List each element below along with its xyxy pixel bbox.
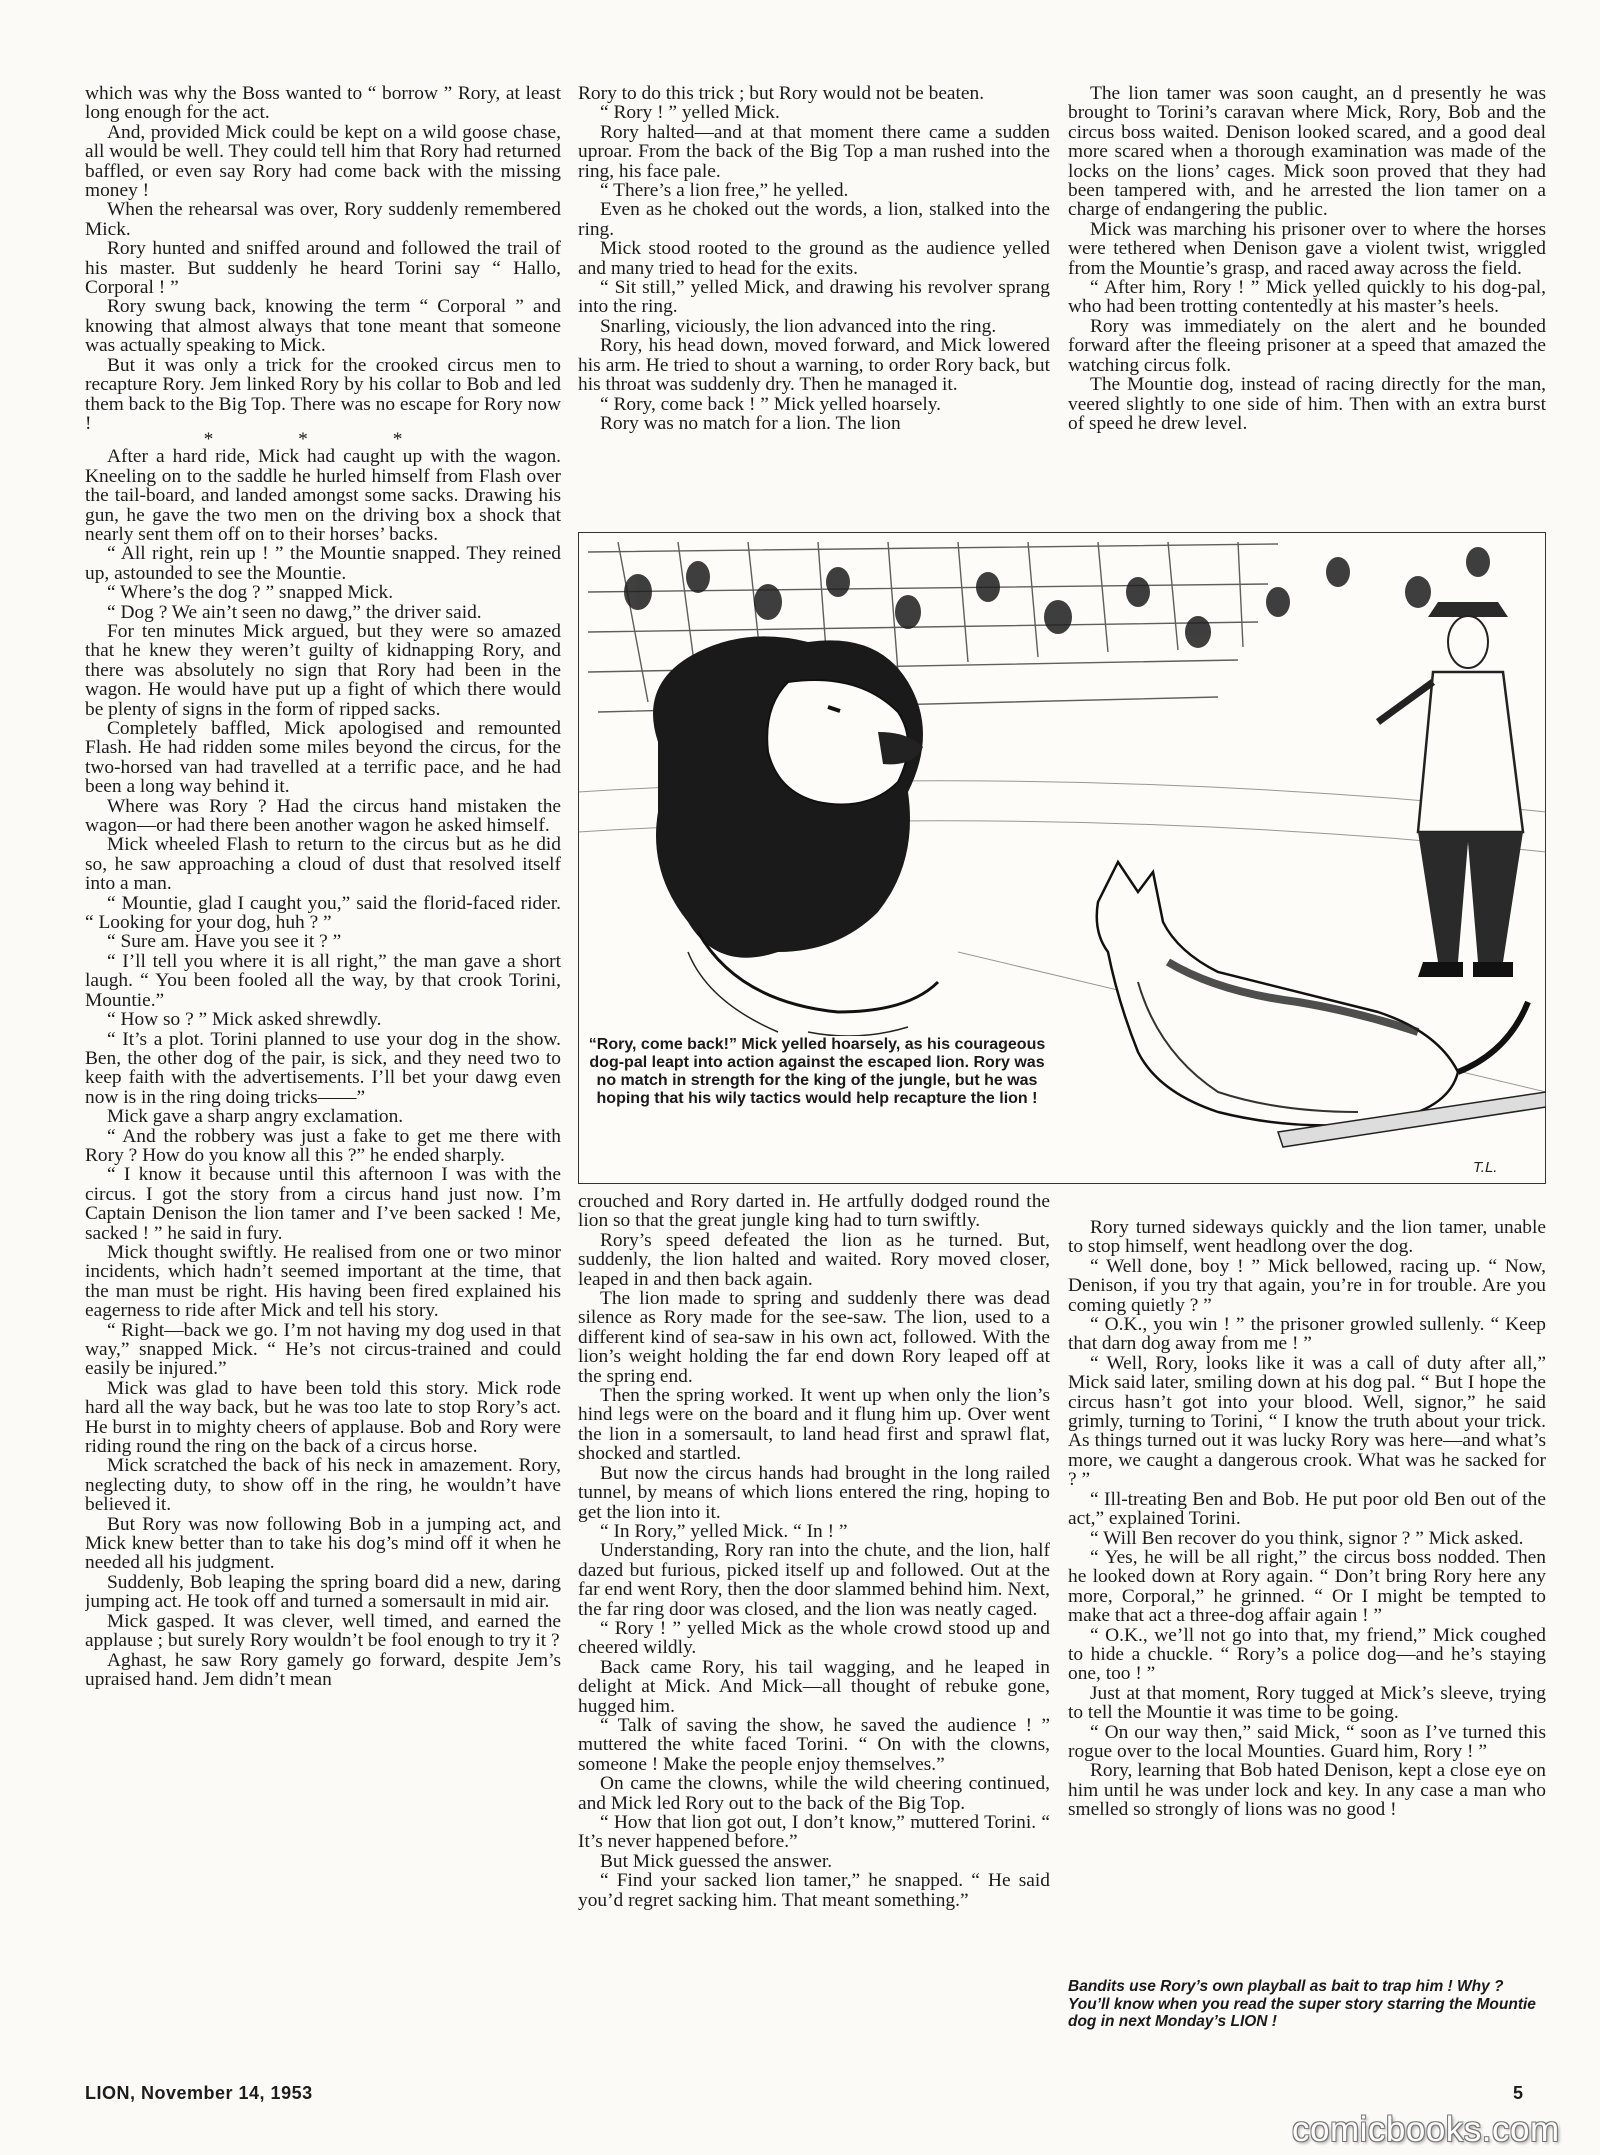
- story-paragraph: “ Find your sacked lion tamer,” he snapped. “ He said you’d regret sacking him. That meant something.”: [578, 1870, 1050, 1911]
- story-paragraph: The Mountie dog, instead of racing directly for the man, veered slightly to one side of him. Then with an extra burst of speed he drew level.: [1068, 374, 1546, 434]
- story-paragraph: Rory swung back, knowing the term “ Corporal ” and knowing that almost always that tone meant that someone was actually speaking to Mick.: [85, 296, 561, 357]
- story-column-3-top: [1068, 84, 1546, 524]
- story-paragraph: “ I know it because until this afternoon I was with the circus. I got the story from a circus hand just now. I’m Captain Denison the lion tamer and I’ve been sacked ! Me, sacked ! ” he said in fury.: [85, 1164, 561, 1244]
- story-paragraph: Mick gasped. It was clever, well timed, and earned the applause ; but surely Rory wouldn’t be fool enough to try it ?: [85, 1610, 561, 1652]
- story-paragraph: Rory, his head down, moved forward, and Mick lowered his arm. He tried to shout a warning, to order Rory back, but his throat was suddenly dry. Then he managed it.: [578, 335, 1050, 396]
- story-paragraph: Rory, learning that Bob hated Denison, kept a close eye on him until he was under lock and key. In any case a man who smelled so strongly of lions was no good !: [1068, 1760, 1546, 1821]
- story-paragraph: Aghast, he saw Rory gamely go forward, despite Jem’s upraised hand. Jem didn’t mean: [85, 1649, 561, 1690]
- story-paragraph: “ Talk of saving the show, he saved the audience ! ” muttered the white faced Torini. “ On with the clowns, someone ! Make the people enjoy themselves.”: [578, 1714, 1050, 1775]
- story-column-1: [85, 84, 561, 2044]
- story-paragraph: “ I’ll tell you where it is all right,” the man gave a short laugh. “ You been fooled all the way, by that crook Torini, Mountie.”: [85, 950, 561, 1011]
- story-paragraph: Suddenly, Bob leaping the spring board did a new, daring jumping act. He took off and turned a somersault in mid air.: [85, 1571, 561, 1613]
- story-paragraph: “ After him, Rory ! ” Mick yelled quickly to his dog-pal, who had been trotting contentedly at his master’s heels.: [1068, 277, 1546, 318]
- story-paragraph: “ On our way then,” said Mick, “ soon as I’ve turned this rogue over to the local Mounties. Guard him, Rory ! ”: [1068, 1721, 1546, 1762]
- story-paragraph: “ There’s a lion free,” he yelled.: [600, 180, 849, 202]
- story-paragraph: “ Sure am. Have you see it ? ”: [107, 931, 342, 953]
- story-paragraph: “ All right, rein up ! ” the Mountie snapped. They reined up, astounded to see the Mountie.: [85, 543, 561, 584]
- story-paragraph: “ In Rory,” yelled Mick. “ In ! ”: [600, 1520, 848, 1542]
- story-paragraph: But Rory was now following Bob in a jumping act, and Mick knew better than to take his dog’s mind off it when he needed all his judgment.: [85, 1513, 561, 1574]
- story-paragraph: “ Ill-treating Ben and Bob. He put poor old Ben out of the act,” explained Torini.: [1068, 1488, 1546, 1530]
- page-number: 5: [1513, 2083, 1524, 2103]
- story-paragraph: Rory’s speed defeated the lion as he turned. But, suddenly, the lion halted and waited. Rory moved closer, leaped in and then back again.: [578, 1229, 1050, 1290]
- story-paragraph: Rory halted—and at that moment there came a sudden uproar. From the back of the Big Top a man rushed into the ring, his face pale.: [578, 121, 1050, 182]
- story-paragraph: Even as he choked out the words, a lion, stalked into the ring.: [578, 199, 1050, 240]
- story-paragraph: Mick was glad to have been told this story. Mick rode hard all the way back, but he was too late to stop Rory’s act. He burst in to mighty cheers of applause. Bob and Rory were riding round the ring on the back of a circus horse.: [85, 1377, 561, 1458]
- story-paragraph: “ Mountie, glad I caught you,” said the florid-faced rider. “ Looking for your dog, huh ? ”: [85, 892, 561, 934]
- story-paragraph: “ How so ? ” Mick asked shrewdly.: [107, 1009, 382, 1031]
- story-paragraph: “ Yes, he will be all right,” the circus boss nodded. Then he looked down at Rory again. “ Don’t bring Rory here any more, Corporal,” he grinned. “ Or I might be tempted to make that act a three-dog affair again ! ”: [1068, 1546, 1546, 1627]
- story-paragraph: The lion tamer was soon caught, an d presently he was brought to Torini’s caravan where Mick, Rory, Bob and the circus boss waited. Denison looked scared, and a good deal more scared when a thorough examination was made of the locks on the lions’ cages. Mick soon proved that they had been tampered with, and he arrested the lion tamer on a charge of endangering the public.: [1068, 84, 1546, 221]
- story-paragraph: Back came Rory, his tail wagging, and he leaped in delight at Mick. And Mick—all thought of rebuke gone, hugged him.: [578, 1656, 1050, 1717]
- magazine-footer: LION, November 14, 1953: [85, 2083, 313, 2103]
- story-paragraph: Rory to do this trick ; but Rory would not be beaten.: [578, 84, 985, 104]
- story-paragraph: Rory was immediately on the alert and he bounded forward after the fleeing prisoner at a speed that amazed the watching circus folk.: [1068, 315, 1546, 376]
- story-paragraph: which was why the Boss wanted to “ borrow ” Rory, at least long enough for the act.: [85, 84, 561, 124]
- story-paragraph: Mick was marching his prisoner over to where the horses were tethered when Denison gave a violent twist, wriggled from the Mountie’s grasp, and raced away across the field.: [1068, 218, 1546, 279]
- story-paragraph: Rory was no match for a lion. The lion: [600, 412, 901, 434]
- story-paragraph: Mick gave a sharp angry exclamation.: [107, 1106, 404, 1128]
- story-paragraph: After a hard ride, Mick had caught up with the wagon. Kneeling on to the saddle he hurled himself from Flash over the tail-board, and landed amongst some sacks. Drawing his gun, he gave the two men on the driving box a shock that nearly sent them off on to their horses’ backs.: [85, 446, 561, 545]
- story-paragraph: For ten minutes Mick argued, but they were so amazed that he knew they weren’t guilty of kidnapping Rory, and there was absolutely no sign that Rory had been in the wagon. He would have put up a fight of which there would be plenty of signs in the form of ripped sacks.: [85, 620, 561, 720]
- story-column-2-top: [578, 84, 1050, 524]
- story-paragraph: “ Well, Rory, looks like it was a call of duty after all,” Mick said later, smiling down at his dog pal. “ But I hope the circus hasn’t got into your blood. Well, signor,” he said grimly, turning to Torini, “ I know the truth about your trick. As things turned out it was lucky Rory was here—and what’s more, we caught a dangerous crook. What was he sacked for ? ”: [1068, 1352, 1546, 1491]
- story-paragraph: “ Where’s the dog ? ” snapped Mick.: [107, 582, 394, 604]
- site-watermark: comicbooks.com: [1292, 2110, 1560, 2149]
- story-paragraph: Completely baffled, Mick apologised and remounted Flash. He had ridden some miles beyond the circus, for the two-horsed van had travelled at a terrific pace, and he had been a long way behind it.: [85, 718, 561, 798]
- story-paragraph: Where was Rory ? Had the circus hand mistaken the wagon—or had there been another wagon he asked himself.: [85, 795, 561, 837]
- next-week-teaser: Bandits use Rory’s own playball as bait to trap him ! Why ? You’ll know when you read the super story starring the Mountie dog in next Monday’s LION !: [1068, 1978, 1536, 2030]
- story-paragraph: “ Rory, come back ! ” Mick yelled hoarsely.: [600, 393, 942, 415]
- story-paragraph: “ It’s a plot. Torini planned to use your dog in the show. Ben, the other dog of the pair, is sick, and they need two to keep faith with the advertisements. I’ll bet your dawg even now is in the ring doing tricks——”: [85, 1028, 561, 1108]
- story-paragraph: “ Dog ? We ain’t seen no dawg,” the driver said.: [107, 601, 482, 623]
- story-paragraph: “ Right—back we go. I’m not having my dog used in that way,” snapped Mick. “ He’s not circus-trained and could easily be injured.”: [85, 1319, 561, 1380]
- story-column-2-bottom: [578, 1192, 1050, 2040]
- story-paragraph: Just at that moment, Rory tugged at Mick’s sleeve, trying to tell the Mountie it was time to be going.: [1068, 1682, 1546, 1724]
- story-paragraph: When the rehearsal was over, Rory suddenly remembered Mick.: [85, 199, 561, 240]
- story-paragraph: “ Rory ! ” yelled Mick.: [600, 102, 780, 124]
- story-paragraph: But now the circus hands had brought in the long railed tunnel, by means of which lions entered the ring, hoping to get the lion into it.: [578, 1462, 1050, 1523]
- story-paragraph: Then the spring worked. It went up when only the lion’s hind legs were on the board and it flung him up. Over went the lion in a somersault, to land head first and sprawl flat, shocked and startled.: [578, 1385, 1050, 1465]
- story-paragraph: Mick stood rooted to the ground as the audience yelled and many tried to head for the exits.: [578, 238, 1050, 279]
- story-paragraph: “ Well done, boy ! ” Mick bellowed, racing up. “ Now, Denison, if you try that again, you’re in for trouble. Are you coming quietly ? ”: [1068, 1255, 1546, 1316]
- story-paragraph: “ Will Ben recover do you think, signor ? ” Mick asked.: [1090, 1527, 1524, 1549]
- story-paragraph: “ And the robbery was just a fake to get me there with Rory ? How do you know all this ?” he ended sharply.: [85, 1125, 561, 1166]
- story-paragraph: Mick thought swiftly. He realised from one or two minor incidents, which hadn’t seemed important at the time, that the man must be right. His having been fired explained his eagerness to ride after Mick and tell his story.: [85, 1241, 561, 1322]
- story-paragraph: On came the clowns, while the wild cheering continued, and Mick led Rory out to the back of the Big Top.: [578, 1773, 1050, 1814]
- story-paragraph: And, provided Mick could be kept on a wild goose chase, all would be well. They could tell him that Rory had returned baffled, or even say Rory had come back with the missing money !: [85, 121, 561, 202]
- story-paragraph: But Mick guessed the answer.: [600, 1850, 833, 1872]
- story-paragraph: “ Rory ! ” yelled Mick as the whole crowd stood up and cheered wildly.: [578, 1617, 1050, 1659]
- story-column-3-bottom: [1068, 1218, 1546, 2008]
- story-paragraph: Rory hunted and sniffed around and followed the trail of his master. But suddenly he heard Torini say “ Hallo, Corporal ! ”: [85, 238, 561, 299]
- illustration-signature: T.L.: [1473, 1159, 1498, 1176]
- story-paragraph: Understanding, Rory ran into the chute, and the lion, half dazed but furious, picked itself up and followed. Out at the far end went Rory, then the door slammed behind him. Next, the far ring door was closed, and the lion was neatly caged.: [578, 1540, 1050, 1620]
- story-paragraph: “ O.K., you win ! ” the prisoner growled sullenly. “ Keep that darn dog away from me ! ”: [1068, 1314, 1546, 1355]
- story-paragraph: Mick scratched the back of his neck in amazement. Rory, neglecting duty, to show off in the ring, he wouldn’t have believed it.: [85, 1455, 561, 1516]
- story-paragraph: But it was only a trick for the crooked circus men to recapture Rory. Jem linked Rory by his collar to Bob and led them back to the Big Top. There was no escape for Rory now !: [85, 354, 561, 434]
- story-paragraph: * * *: [203, 429, 443, 451]
- story-paragraph: Rory turned sideways quickly and the lion tamer, unable to stop himself, went headlong over the dog.: [1068, 1218, 1546, 1258]
- story-paragraph: “ O.K., we’ll not go into that, my friend,” Mick coughed to hide a chuckle. “ Rory’s a police dog—and he’s staying one, too ! ”: [1068, 1624, 1546, 1685]
- illustration-caption: “Rory, come back!” Mick yelled hoarsely, as his courageous dog-pal leapt into action against the escaped lion. Rory was no match in strength for the king of the jungle, but he was hoping that his wily tactics would help recapture the lion !: [582, 1036, 1052, 1108]
- story-paragraph: “ Sit still,” yelled Mick, and drawing his revolver sprang into the ring.: [578, 277, 1050, 318]
- story-paragraph: “ How that lion got out, I don’t know,” muttered Torini. “ It’s never happened before.”: [578, 1812, 1050, 1853]
- story-paragraph: The lion made to spring and suddenly there was dead silence as Rory made for the see-saw. The lion, used to a different kind of sea-saw in his own act, followed. With the lion’s weight holding the far end down Rory leaped off at the spring end.: [578, 1288, 1050, 1387]
- story-paragraph: Mick wheeled Flash to return to the circus but as he did so, he saw approaching a cloud of dust that resolved itself into a man.: [85, 834, 561, 895]
- story-paragraph: Snarling, viciously, the lion advanced into the ring.: [600, 315, 997, 337]
- story-paragraph: crouched and Rory darted in. He artfully dodged round the lion so that the great jungle king had to turn swiftly.: [578, 1192, 1050, 1232]
